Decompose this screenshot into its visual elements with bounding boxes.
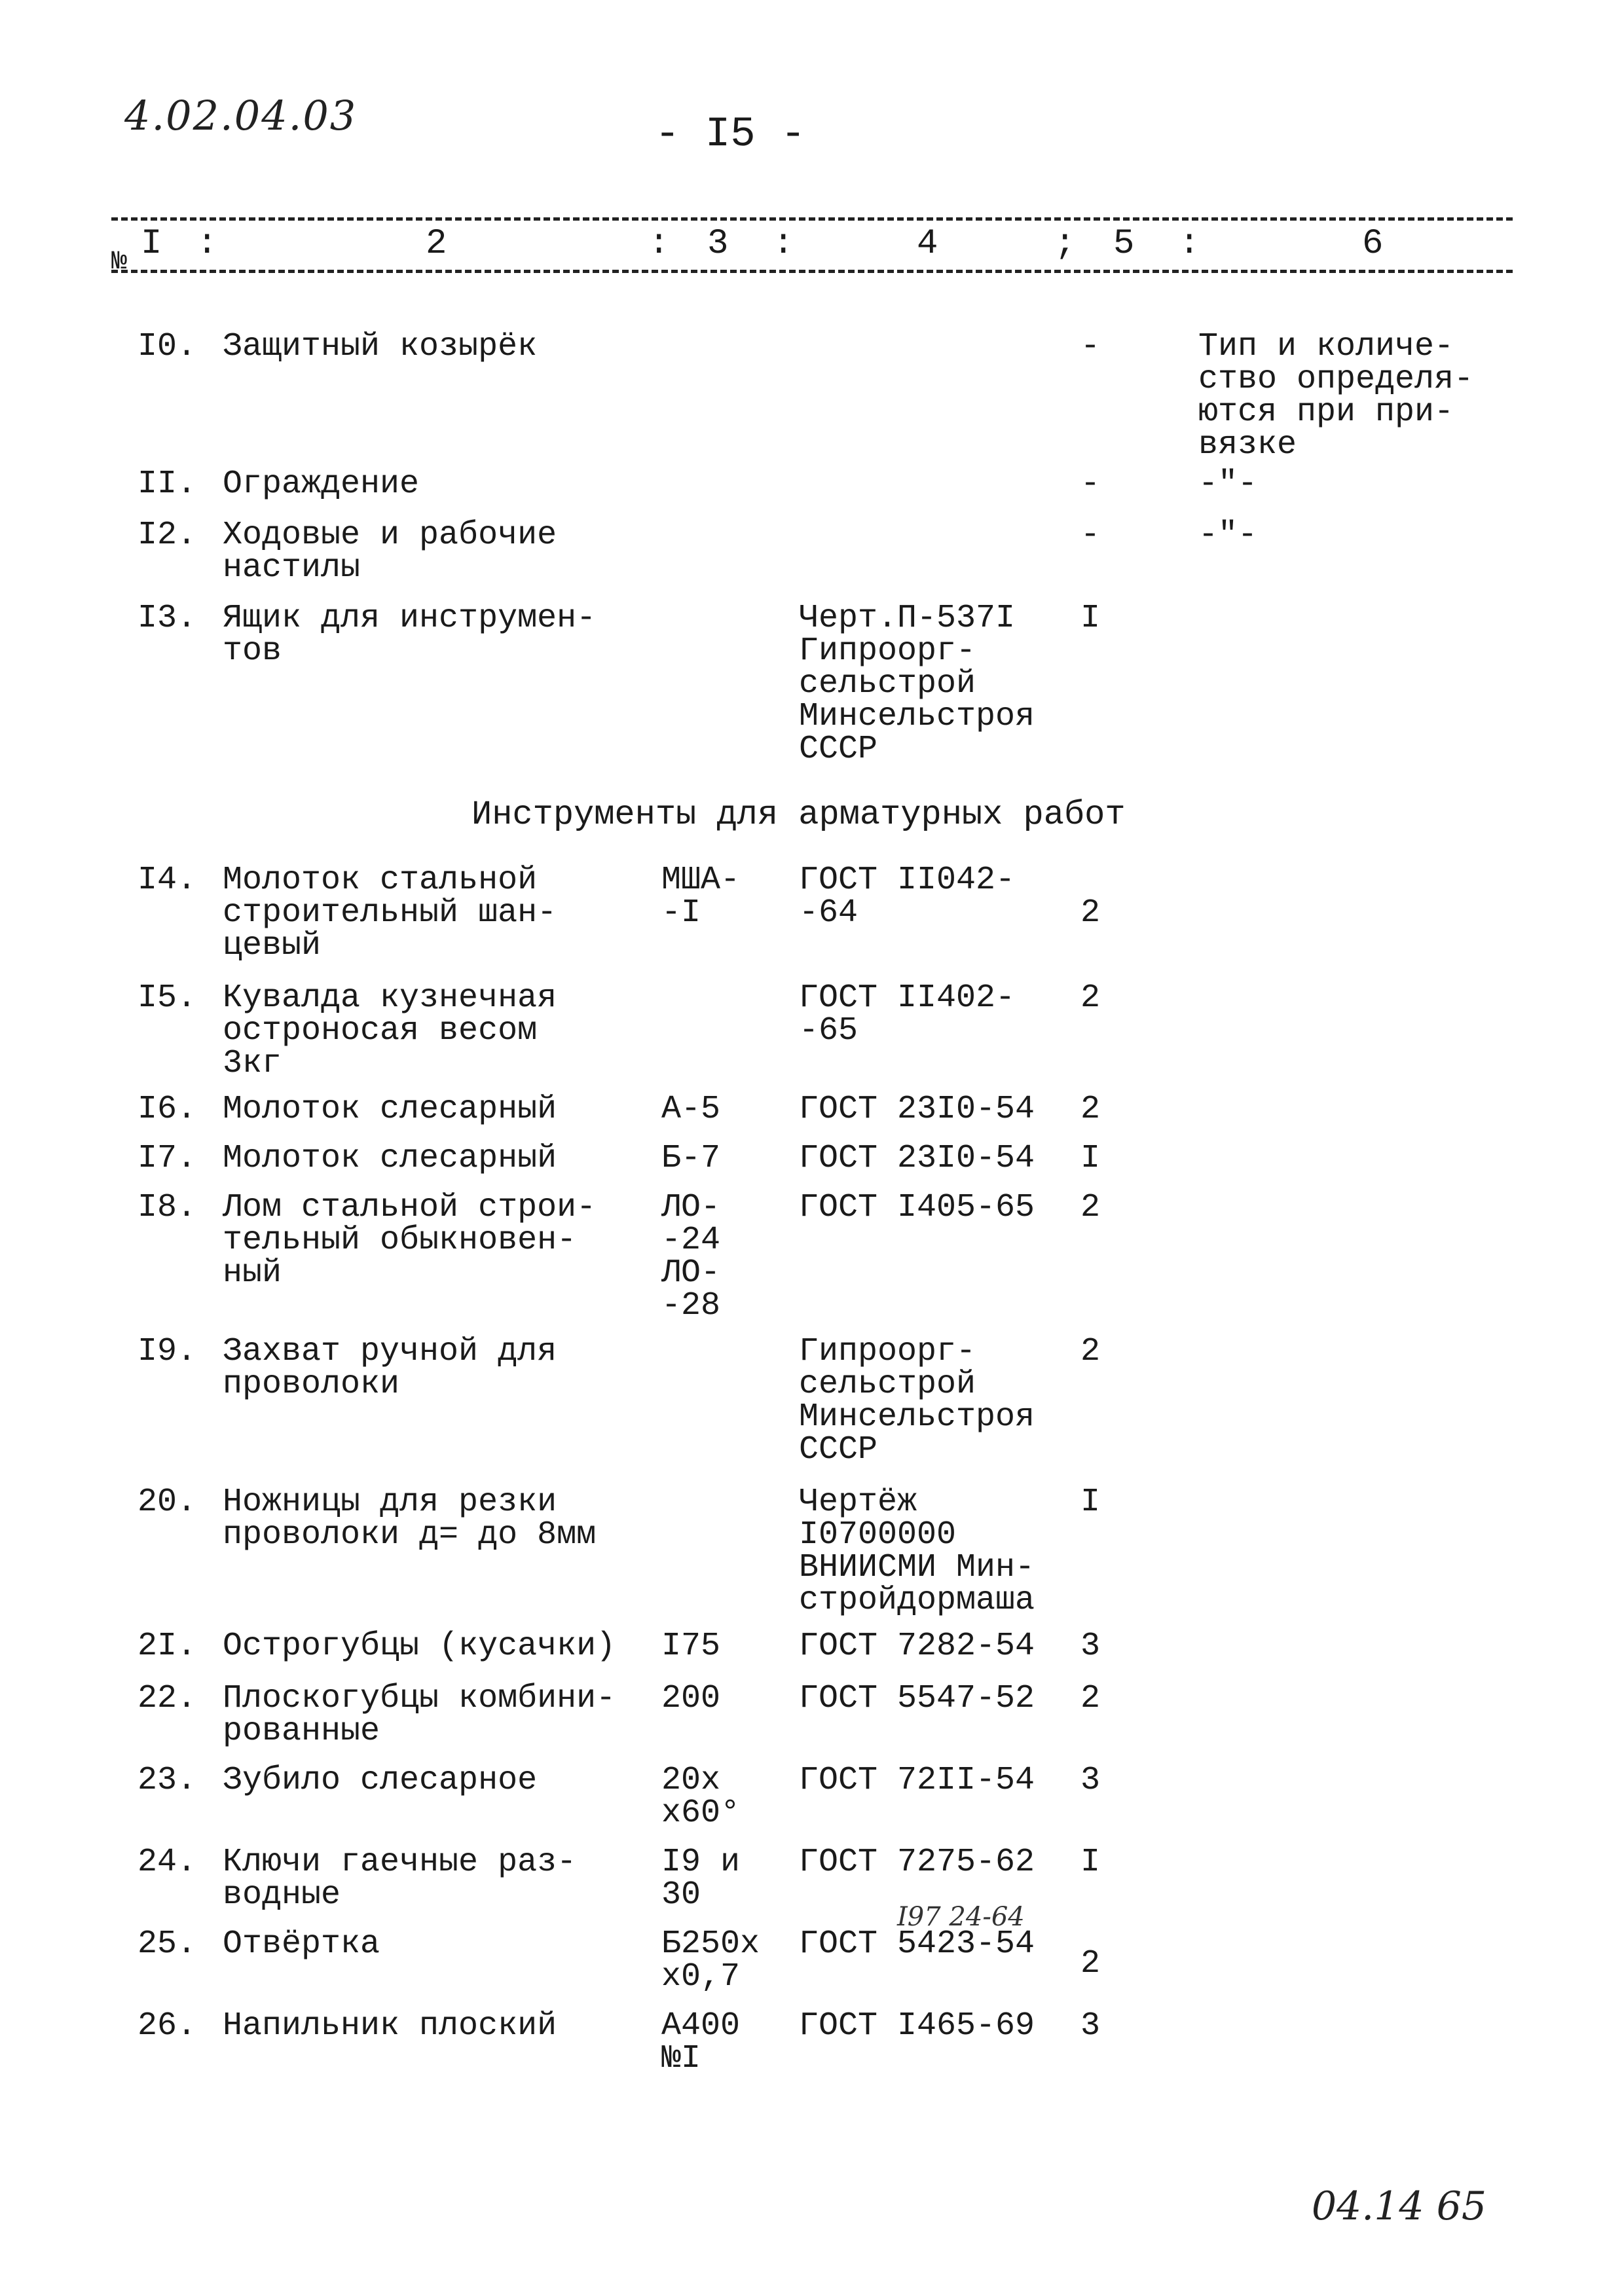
row-num: I2. <box>138 517 197 554</box>
row-doc: ГОСТ 7282-54 <box>799 1628 1035 1665</box>
row-name: Напильник плоский <box>223 2007 557 2045</box>
row-num: 20. <box>138 1484 197 1521</box>
row-name: Зубило слесарное <box>223 1762 538 1799</box>
row-qty: I <box>1080 1484 1101 1521</box>
header-col-1: I <box>141 224 162 264</box>
footer-note: 04.14 65 <box>1311 2183 1486 2229</box>
row-doc: Черт.П-537I Гипроорг- сельстрой Минсельстроя СССР <box>799 600 1035 768</box>
row-name: Ножницы для резки проволоки д= до 8мм <box>223 1484 597 1554</box>
row-qty: - <box>1080 465 1101 503</box>
row-note: -"- <box>1198 517 1258 554</box>
row-mark: ЛО- -24 ЛО- -28 <box>661 1189 721 1324</box>
header-sep: : <box>1179 224 1200 264</box>
row-qty: 2 <box>1080 1333 1101 1370</box>
handwritten-correction: I97 24-64 <box>897 1902 1025 1932</box>
table-header <box>111 210 1513 282</box>
row-qty: I <box>1080 1140 1101 1177</box>
header-col-3: 3 <box>707 224 729 264</box>
row-doc: ГОСТ 23I0-54 <box>799 1091 1035 1128</box>
row-doc: ГОСТ 7275-62 <box>799 1844 1035 1881</box>
page-number: - I5 - <box>655 111 806 158</box>
row-doc: ГОСТ I405-65 <box>799 1189 1035 1226</box>
row-num: 2I. <box>138 1628 197 1665</box>
row-qty: I <box>1080 1844 1101 1881</box>
row-name: Захват ручной для проволоки <box>223 1333 557 1403</box>
row-doc: Чертёж I0700000 ВНИИСМИ Мин- стройдормаша <box>799 1484 1035 1619</box>
row-doc: Гипроорг- сельстрой Минсельстроя СССР <box>799 1333 1035 1468</box>
row-mark: Б-7 <box>661 1140 721 1177</box>
row-num: I3. <box>138 600 197 637</box>
row-name: Молоток слесарный <box>223 1140 557 1177</box>
row-qty: I <box>1080 600 1101 637</box>
header-numsign: № <box>111 247 128 277</box>
row-mark: Б250х х0,7 <box>661 1925 760 1995</box>
row-qty: 3 <box>1080 1762 1101 1799</box>
row-qty: 2 <box>1080 979 1101 1017</box>
header-bottom-rule <box>111 270 1513 273</box>
header-col-4: 4 <box>917 224 938 264</box>
row-qty: 3 <box>1080 2007 1101 2045</box>
row-mark: А400 №I <box>661 2007 741 2077</box>
header-col-5: 5 <box>1113 224 1135 264</box>
header-sep: : <box>773 224 794 264</box>
row-num: I5. <box>138 979 197 1017</box>
row-num: 26. <box>138 2007 197 2045</box>
header-sep: ; <box>1054 224 1076 264</box>
row-note: Тип и количе- ство определя- ются при при- вязке <box>1198 328 1474 464</box>
row-num: 24. <box>138 1844 197 1881</box>
row-doc: ГОСТ 5547-52 <box>799 1680 1035 1717</box>
row-mark: А-5 <box>661 1091 721 1128</box>
row-qty: 3 <box>1080 1628 1101 1665</box>
row-doc: ГОСТ I465-69 <box>799 2007 1035 2045</box>
header-sep: : <box>196 224 218 264</box>
row-qty: - <box>1080 328 1101 365</box>
row-num: 22. <box>138 1680 197 1717</box>
row-name: Плоскогубцы комбини- рованные <box>223 1680 616 1750</box>
row-doc: ГОСТ II402- -65 <box>799 979 1016 1049</box>
row-qty: 2 <box>1080 1945 1101 1982</box>
row-name: Молоток слесарный <box>223 1091 557 1128</box>
row-qty: 2 <box>1080 1680 1101 1717</box>
row-num: I7. <box>138 1140 197 1177</box>
row-name: Ходовые и рабочие настилы <box>223 517 557 587</box>
row-name: Лом стальной строи- тельный обыкновен- ный <box>223 1189 597 1292</box>
section-title: Инструменты для арматурных работ <box>471 795 1126 834</box>
row-name: Острогубцы (кусачки) <box>223 1628 616 1665</box>
row-qty: 2 <box>1080 894 1101 932</box>
row-note: -"- <box>1198 465 1258 503</box>
row-name: Защитный козырёк <box>223 328 538 365</box>
row-name: Ключи гаечные раз- водные <box>223 1844 577 1914</box>
row-num: I6. <box>138 1091 197 1128</box>
row-num: II. <box>138 465 197 503</box>
row-num: I8. <box>138 1189 197 1226</box>
row-qty: 2 <box>1080 1189 1101 1226</box>
row-num: 23. <box>138 1762 197 1799</box>
row-doc: ГОСТ 72II-54 <box>799 1762 1035 1799</box>
row-num: I9. <box>138 1333 197 1370</box>
row-name: Молоток стальной строительный шан- цевый <box>223 862 557 964</box>
row-qty: - <box>1080 517 1101 554</box>
row-num: I4. <box>138 862 197 899</box>
row-name: Отвёртка <box>223 1925 380 1963</box>
header-col-6: 6 <box>1362 224 1384 264</box>
row-doc: ГОСТ 5423-54 <box>799 1925 1035 1963</box>
row-num: 25. <box>138 1925 197 1963</box>
row-mark: I9 и 30 <box>661 1844 741 1914</box>
row-mark: 200 <box>661 1680 721 1717</box>
document-code: 4.02.04.03 <box>124 92 358 139</box>
header-top-rule <box>111 217 1513 221</box>
row-doc: ГОСТ II042- -64 <box>799 862 1016 932</box>
row-qty: 2 <box>1080 1091 1101 1128</box>
row-doc: ГОСТ 23I0-54 <box>799 1140 1035 1177</box>
header-sep: : <box>648 224 670 264</box>
row-mark: 20х х60° <box>661 1762 741 1832</box>
header-col-2: 2 <box>426 224 447 264</box>
row-name: Ящик для инструмен- тов <box>223 600 597 670</box>
row-num: I0. <box>138 328 197 365</box>
row-name: Кувалда кузнечная остроносая весом 3кг <box>223 979 557 1082</box>
row-mark: МША- -I <box>661 862 741 932</box>
row-name: Ограждение <box>223 465 420 503</box>
row-mark: I75 <box>661 1628 721 1665</box>
